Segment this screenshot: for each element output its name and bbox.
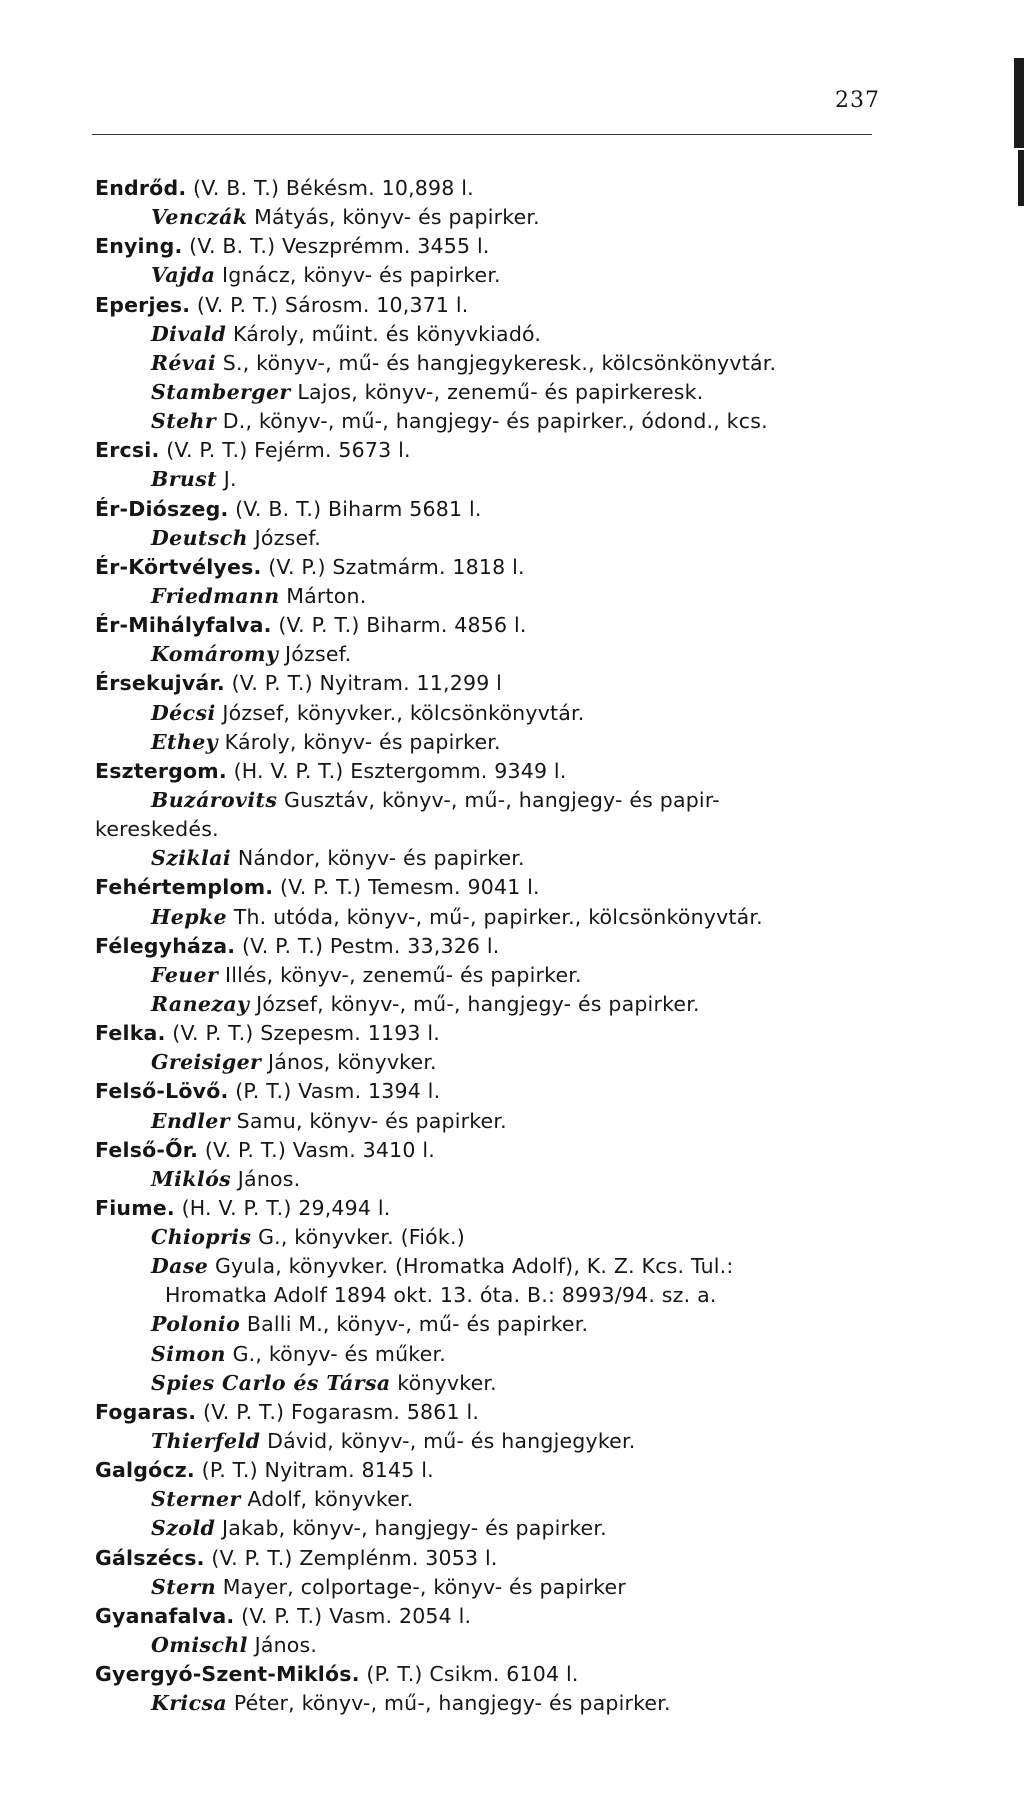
town-name: Ercsi.: [95, 438, 160, 463]
dealer-name: Sziklai: [151, 846, 232, 871]
page-edge-mark-top: [1014, 58, 1024, 148]
entry-details: J.: [217, 467, 237, 492]
town-entry: [95, 1544, 915, 1573]
dealer-entry: [95, 261, 915, 290]
dealer-entry: [95, 728, 915, 757]
town-name: Felső-Lövő.: [95, 1079, 229, 1104]
dealer-entry: [95, 524, 915, 553]
entry-details: Th. utóda, könyv-, mű-, papirker., kölcsönkönyvtár.: [227, 904, 763, 929]
entry-details: Mátyás, könyv- és papirker.: [247, 205, 540, 230]
entry-details: G., könyvker. (Fiók.): [251, 1225, 465, 1250]
town-name: Ér-Körtvélyes.: [95, 554, 262, 579]
dealer-entry: [95, 844, 915, 873]
town-name: Gyergyó-Szent-Miklós.: [95, 1662, 360, 1687]
town-entry: [95, 757, 915, 786]
entry-details: József, könyvker., kölcsönkönyvtár.: [215, 700, 585, 725]
dealer-name: Stamberger: [151, 379, 291, 404]
dealer-name: Venczák: [151, 205, 248, 230]
entry-details: (V. P. T.) Fogarasm. 5861 l.: [196, 1399, 480, 1424]
dealer-entry: [95, 378, 915, 407]
dealer-entry: [95, 1310, 915, 1339]
dealer-name: Hepke: [151, 904, 227, 929]
entry-details: (V. P. T.) Temesm. 9041 l.: [273, 875, 540, 900]
town-name: Fehértemplom.: [95, 875, 274, 900]
town-name: Eperjes.: [95, 292, 191, 317]
dealer-entry: [95, 1573, 915, 1602]
dealer-name: Thierfeld: [151, 1429, 261, 1454]
entry-details: Péter, könyv-, mű-, hangjegy- és papirker.: [227, 1691, 671, 1716]
entry-details: (V. P. T.) Zemplénm. 3053 l.: [204, 1545, 498, 1570]
dealer-name: Feuer: [151, 962, 219, 987]
entry-details: Márton.: [279, 583, 367, 608]
dealer-name: Ranezay: [151, 991, 250, 1016]
dealer-name: Greisiger: [151, 1050, 262, 1075]
town-name: Fiume.: [95, 1195, 175, 1220]
entry-details: Nándor, könyv- és papirker.: [231, 846, 525, 871]
entry-details: (V. B. T.) Biharm 5681 l.: [228, 496, 482, 521]
entry-details: (V. P. T.) Nyitram. 11,299 l: [224, 671, 503, 696]
dealer-name: Buzárovits: [151, 787, 278, 812]
dealer-name: Polonio: [151, 1312, 241, 1337]
dealer-name: Révai: [151, 350, 217, 375]
entry-details: Illés, könyv-, zenemű- és papirker.: [218, 962, 582, 987]
town-name: Felka.: [95, 1021, 166, 1046]
dealer-entry: [95, 1631, 915, 1660]
dealer-name: Kricsa: [151, 1691, 228, 1716]
dealer-entry: [95, 582, 915, 611]
entry-details: Adolf, könyvker.: [240, 1487, 414, 1512]
town-name: Enying.: [95, 234, 183, 259]
dealer-entry: [95, 1223, 915, 1252]
entry-details: Károly, könyv- és papirker.: [217, 729, 501, 754]
entry-details: Jakab, könyv-, hangjegy- és papirker.: [215, 1516, 607, 1541]
dealer-entry: [95, 903, 915, 932]
entry-details: (V. P. T.) Biharm. 4856 l.: [271, 613, 527, 638]
dealer-entry: [95, 465, 915, 494]
entry-details: (H. V. P. T.) 29,494 l.: [174, 1195, 391, 1220]
entry-details: (V. B. T.) Békésm. 10,898 l.: [186, 176, 474, 200]
town-entry: [95, 669, 915, 698]
town-entry: [95, 553, 915, 582]
entry-details: József, könyv-, mű-, hangjegy- és papirker.: [249, 991, 700, 1016]
entry-details: János, könyvker.: [261, 1050, 437, 1075]
dealer-name: Omischl: [151, 1633, 248, 1658]
dealer-entry: [95, 407, 915, 436]
dealer-name: Vajda: [151, 263, 216, 288]
dealer-entry: [95, 1485, 915, 1514]
dealer-name: Simon: [151, 1341, 226, 1366]
entry-details: Balli M., könyv-, mű- és papirker.: [240, 1312, 589, 1337]
town-entry: [95, 291, 915, 320]
entry-details: Ignácz, könyv- és papirker.: [215, 263, 501, 288]
dealer-name: Ethey: [151, 729, 218, 754]
dealer-name: Endler: [151, 1108, 230, 1133]
town-entry: [95, 1398, 915, 1427]
dealer-name: Deutsch: [151, 525, 248, 550]
dealer-entry: [95, 640, 915, 669]
entry-details: S., könyv-, mű- és hangjegykeresk., kölcsönkönyvtár.: [216, 350, 777, 375]
dealer-name: Spies Carlo és Társa: [151, 1370, 391, 1395]
town-entry: [95, 1602, 915, 1631]
town-entry: [95, 436, 915, 465]
dealer-entry: [95, 699, 915, 728]
entry-details: Samu, könyv- és papirker.: [229, 1108, 507, 1133]
entry-details: (V. B. T.) Veszprémm. 3455 l.: [182, 234, 490, 259]
town-name: Érsekujvár.: [95, 671, 225, 696]
dealer-name: Sterner: [151, 1487, 241, 1512]
town-entry: [95, 495, 915, 524]
entry-details: Gyula, könyvker. (Hromatka Adolf), K. Z. Kcs. Tul.:: [208, 1254, 734, 1279]
town-name: Felső-Őr.: [95, 1137, 199, 1162]
dealer-entry: [95, 349, 915, 378]
town-name: Ér-Mihályfalva.: [95, 613, 272, 638]
entry-details: Lajos, könyv-, zenemű- és papirkeresk.: [290, 379, 704, 404]
entry-details: G., könyv- és műker.: [225, 1341, 446, 1366]
dealer-name: Chiopris: [151, 1225, 252, 1250]
town-entry: [95, 611, 915, 640]
entry-details: (V. P. T.) Pestm. 33,326 l.: [235, 933, 500, 958]
entry-details: (V. P. T.) Vasm. 2054 l.: [234, 1603, 472, 1628]
town-name: Gálszécs.: [95, 1545, 205, 1570]
town-entry: [95, 1660, 915, 1689]
dealer-name: Brust: [151, 467, 218, 492]
dealer-name: Komáromy: [151, 642, 279, 667]
entry-details: (P. T.) Vasm. 1394 l.: [228, 1079, 441, 1104]
entry-details: József.: [247, 525, 321, 550]
entry-details: Dávid, könyv-, mű- és hangjegyker.: [260, 1429, 636, 1454]
entry-details: Gusztáv, könyv-, mű-, hangjegy- és papir-: [277, 787, 720, 812]
entry-details: János.: [247, 1633, 318, 1658]
dealer-name: Szold: [151, 1516, 216, 1541]
entry-details: (P. T.) Nyitram. 8145 l.: [194, 1458, 434, 1483]
dealer-entry: [95, 203, 915, 232]
town-entry: [95, 1019, 915, 1048]
entry-details: (V. P. T.) Fejérm. 5673 l.: [159, 438, 411, 463]
dealer-entry: [95, 786, 915, 815]
directory-entries: [95, 174, 915, 1718]
town-name: Gyanafalva.: [95, 1603, 235, 1628]
dealer-name: Stehr: [151, 409, 217, 434]
dealer-entry: [95, 1107, 915, 1136]
entry-details: D., könyv-, mű-, hangjegy- és papirker., ódond., kcs.: [216, 409, 768, 434]
town-entry: [95, 1136, 915, 1165]
entry-details: (V. P. T.) Vasm. 3410 l.: [198, 1137, 435, 1162]
town-entry: [95, 1456, 915, 1485]
town-name: Félegyháza.: [95, 933, 236, 958]
town-entry: [95, 232, 915, 261]
town-name: Ér-Diószeg.: [95, 496, 229, 521]
page-number: 237: [835, 88, 880, 113]
town-name: Fogaras.: [95, 1399, 197, 1424]
dealer-entry: [95, 1369, 915, 1398]
entry-details: Károly, műint. és könyvkiadó.: [226, 321, 542, 346]
dealer-name: Décsi: [151, 700, 216, 725]
town-name: Galgócz.: [95, 1458, 195, 1483]
town-entry: [95, 174, 915, 203]
header-rule: [92, 134, 872, 135]
entry-details: József.: [278, 642, 352, 667]
dealer-entry: [95, 1689, 915, 1718]
dealer-name: Dase: [151, 1254, 209, 1279]
dealer-entry: [95, 1514, 915, 1543]
dealer-name: Stern: [151, 1574, 217, 1599]
dealer-entry: [95, 1427, 915, 1456]
entry-details: (P. T.) Csikm. 6104 l.: [359, 1662, 579, 1687]
dealer-entry: [95, 1340, 915, 1369]
page-edge-mark-middle: [1018, 150, 1024, 206]
dealer-entry: [95, 1252, 915, 1281]
entry-details: (V. P. T.) Szepesm. 1193 l.: [165, 1021, 441, 1046]
entry-details: Hromatka Adolf 1894 okt. 13. óta. B.: 8993/94. sz. a.: [165, 1283, 717, 1308]
entry-details: (V. P. T.) Sárosm. 10,371 l.: [190, 292, 469, 317]
town-entry: [95, 873, 915, 902]
town-name: Endrőd.: [95, 176, 187, 200]
dealer-entry: [95, 1048, 915, 1077]
town-name: Esztergom.: [95, 758, 227, 783]
entry-details: (H. V. P. T.) Esztergomm. 9349 l.: [226, 758, 567, 783]
dealer-name: Divald: [151, 321, 227, 346]
entry-continuation: [95, 815, 915, 844]
entry-details: kereskedés.: [95, 817, 219, 842]
town-entry: [95, 1194, 915, 1223]
town-entry: [95, 1077, 915, 1106]
dealer-entry: [95, 320, 915, 349]
entry-details: János.: [231, 1166, 301, 1191]
town-entry: [95, 932, 915, 961]
dealer-name: Miklós: [151, 1166, 232, 1191]
dealer-name: Friedmann: [151, 583, 280, 608]
entry-details: Mayer, colportage-, könyv- és papirker: [216, 1574, 626, 1599]
entry-details: könyvker.: [390, 1370, 497, 1395]
dealer-entry: [95, 990, 915, 1019]
entry-continuation: [95, 1281, 915, 1310]
entry-details: (V. P.) Szatmárm. 1818 l.: [261, 554, 525, 579]
dealer-entry: [95, 1165, 915, 1194]
dealer-entry: [95, 961, 915, 990]
